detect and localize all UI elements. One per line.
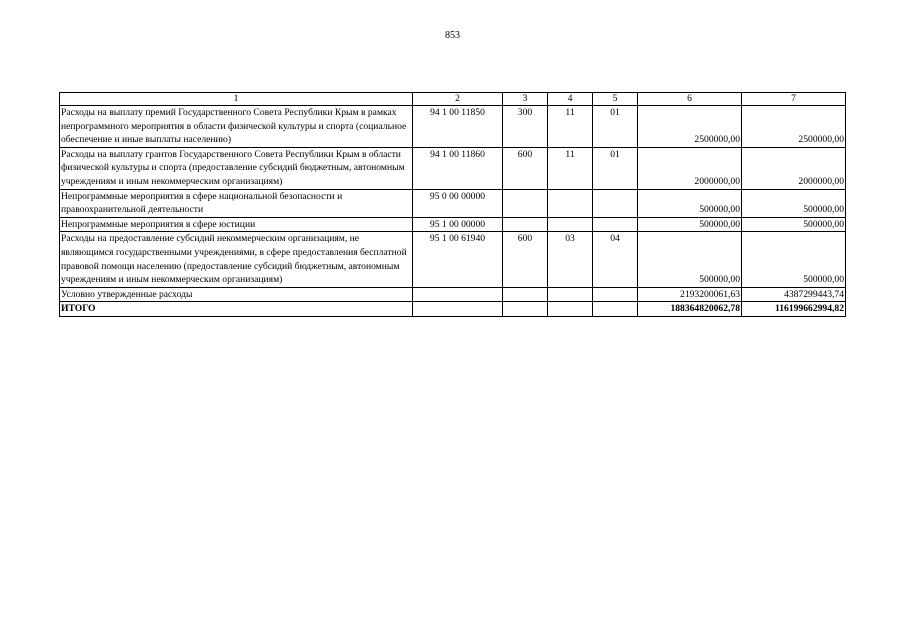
- total-empty-cell: [503, 302, 548, 317]
- row-name: Условно утвержденные расходы: [60, 287, 413, 302]
- row-name: Расходы на выплату грантов Государственного Совета Республики Крым в области физической культуры и спорта (предоставление субсидий бюджетным, автономным учреждениям и иным некоммерческим организациям): [60, 147, 413, 189]
- row-amount-col6: 2500000,00: [638, 106, 742, 148]
- row-code: 94 1 00 11850: [413, 106, 503, 148]
- row-code: [413, 287, 503, 302]
- row-amount-col7: 500000,00: [742, 189, 846, 217]
- table-row: [60, 189, 846, 217]
- row-col5: [593, 189, 638, 217]
- total-amount-col7: 116199662994,82: [742, 302, 846, 317]
- row-col3: 300: [503, 106, 548, 148]
- row-col3: 600: [503, 232, 548, 287]
- row-name: Расходы на выплату премий Государственного Совета Республики Крым в рамках непрограммного мероприятия в области физической культуры и спорта (социальное обеспечение и иные выплаты населению): [60, 106, 413, 148]
- table-row: [60, 147, 846, 189]
- total-empty-cell: [548, 302, 593, 317]
- row-name: Непрограммные мероприятия в сфере национальной безопасности и правоохранительной деятельности: [60, 189, 413, 217]
- total-empty-cell: [593, 302, 638, 317]
- total-amount-col6: 188364820062,78: [638, 302, 742, 317]
- table-header-row: [60, 93, 846, 106]
- row-col3: 600: [503, 147, 548, 189]
- row-amount-col6: 500000,00: [638, 232, 742, 287]
- column-header-7: 7: [742, 93, 846, 106]
- column-header-5: 5: [593, 93, 638, 106]
- row-col5: 04: [593, 232, 638, 287]
- total-label: ИТОГО: [60, 302, 413, 317]
- row-amount-col7: 2000000,00: [742, 147, 846, 189]
- row-amount-col6: 2000000,00: [638, 147, 742, 189]
- row-code: 94 1 00 11860: [413, 147, 503, 189]
- row-col4: 11: [548, 147, 593, 189]
- row-col3: [503, 217, 548, 232]
- row-code: 95 1 00 00000: [413, 217, 503, 232]
- table-row: [60, 106, 846, 148]
- total-empty-cell: [413, 302, 503, 317]
- row-amount-col7: 500000,00: [742, 232, 846, 287]
- column-header-3: 3: [503, 93, 548, 106]
- row-name: Расходы на предоставление субсидий некоммерческим организациям, не являющимся государственными учреждениями, в сфере предоставления бесплатной правовой помощи населению (предоставление субсидий бюджетным, автономным учреждениям и иным некоммерческим организациям): [60, 232, 413, 287]
- row-amount-col7: 4387299443,74: [742, 287, 846, 302]
- row-amount-col6: 500000,00: [638, 189, 742, 217]
- page-number: 853: [445, 30, 460, 41]
- row-col4: [548, 189, 593, 217]
- row-col5: 01: [593, 147, 638, 189]
- row-code: 95 1 00 61940: [413, 232, 503, 287]
- row-code: 95 0 00 00000: [413, 189, 503, 217]
- table-row: [60, 287, 846, 302]
- row-amount-col6: 500000,00: [638, 217, 742, 232]
- row-name: Непрограммные мероприятия в сфере юстиции: [60, 217, 413, 232]
- row-col3: [503, 189, 548, 217]
- table-row: [60, 232, 846, 287]
- column-header-4: 4: [548, 93, 593, 106]
- column-header-6: 6: [638, 93, 742, 106]
- table-row: [60, 217, 846, 232]
- row-col4: 03: [548, 232, 593, 287]
- row-col5: [593, 287, 638, 302]
- row-col4: [548, 287, 593, 302]
- row-col4: 11: [548, 106, 593, 148]
- row-col3: [503, 287, 548, 302]
- total-row: [60, 302, 846, 317]
- row-amount-col6: 2193200061,63: [638, 287, 742, 302]
- row-amount-col7: 500000,00: [742, 217, 846, 232]
- row-amount-col7: 2500000,00: [742, 106, 846, 148]
- row-col5: 01: [593, 106, 638, 148]
- row-col5: [593, 217, 638, 232]
- budget-table: [59, 92, 846, 317]
- column-header-2: 2: [413, 93, 503, 106]
- row-col4: [548, 217, 593, 232]
- column-header-1: 1: [60, 93, 413, 106]
